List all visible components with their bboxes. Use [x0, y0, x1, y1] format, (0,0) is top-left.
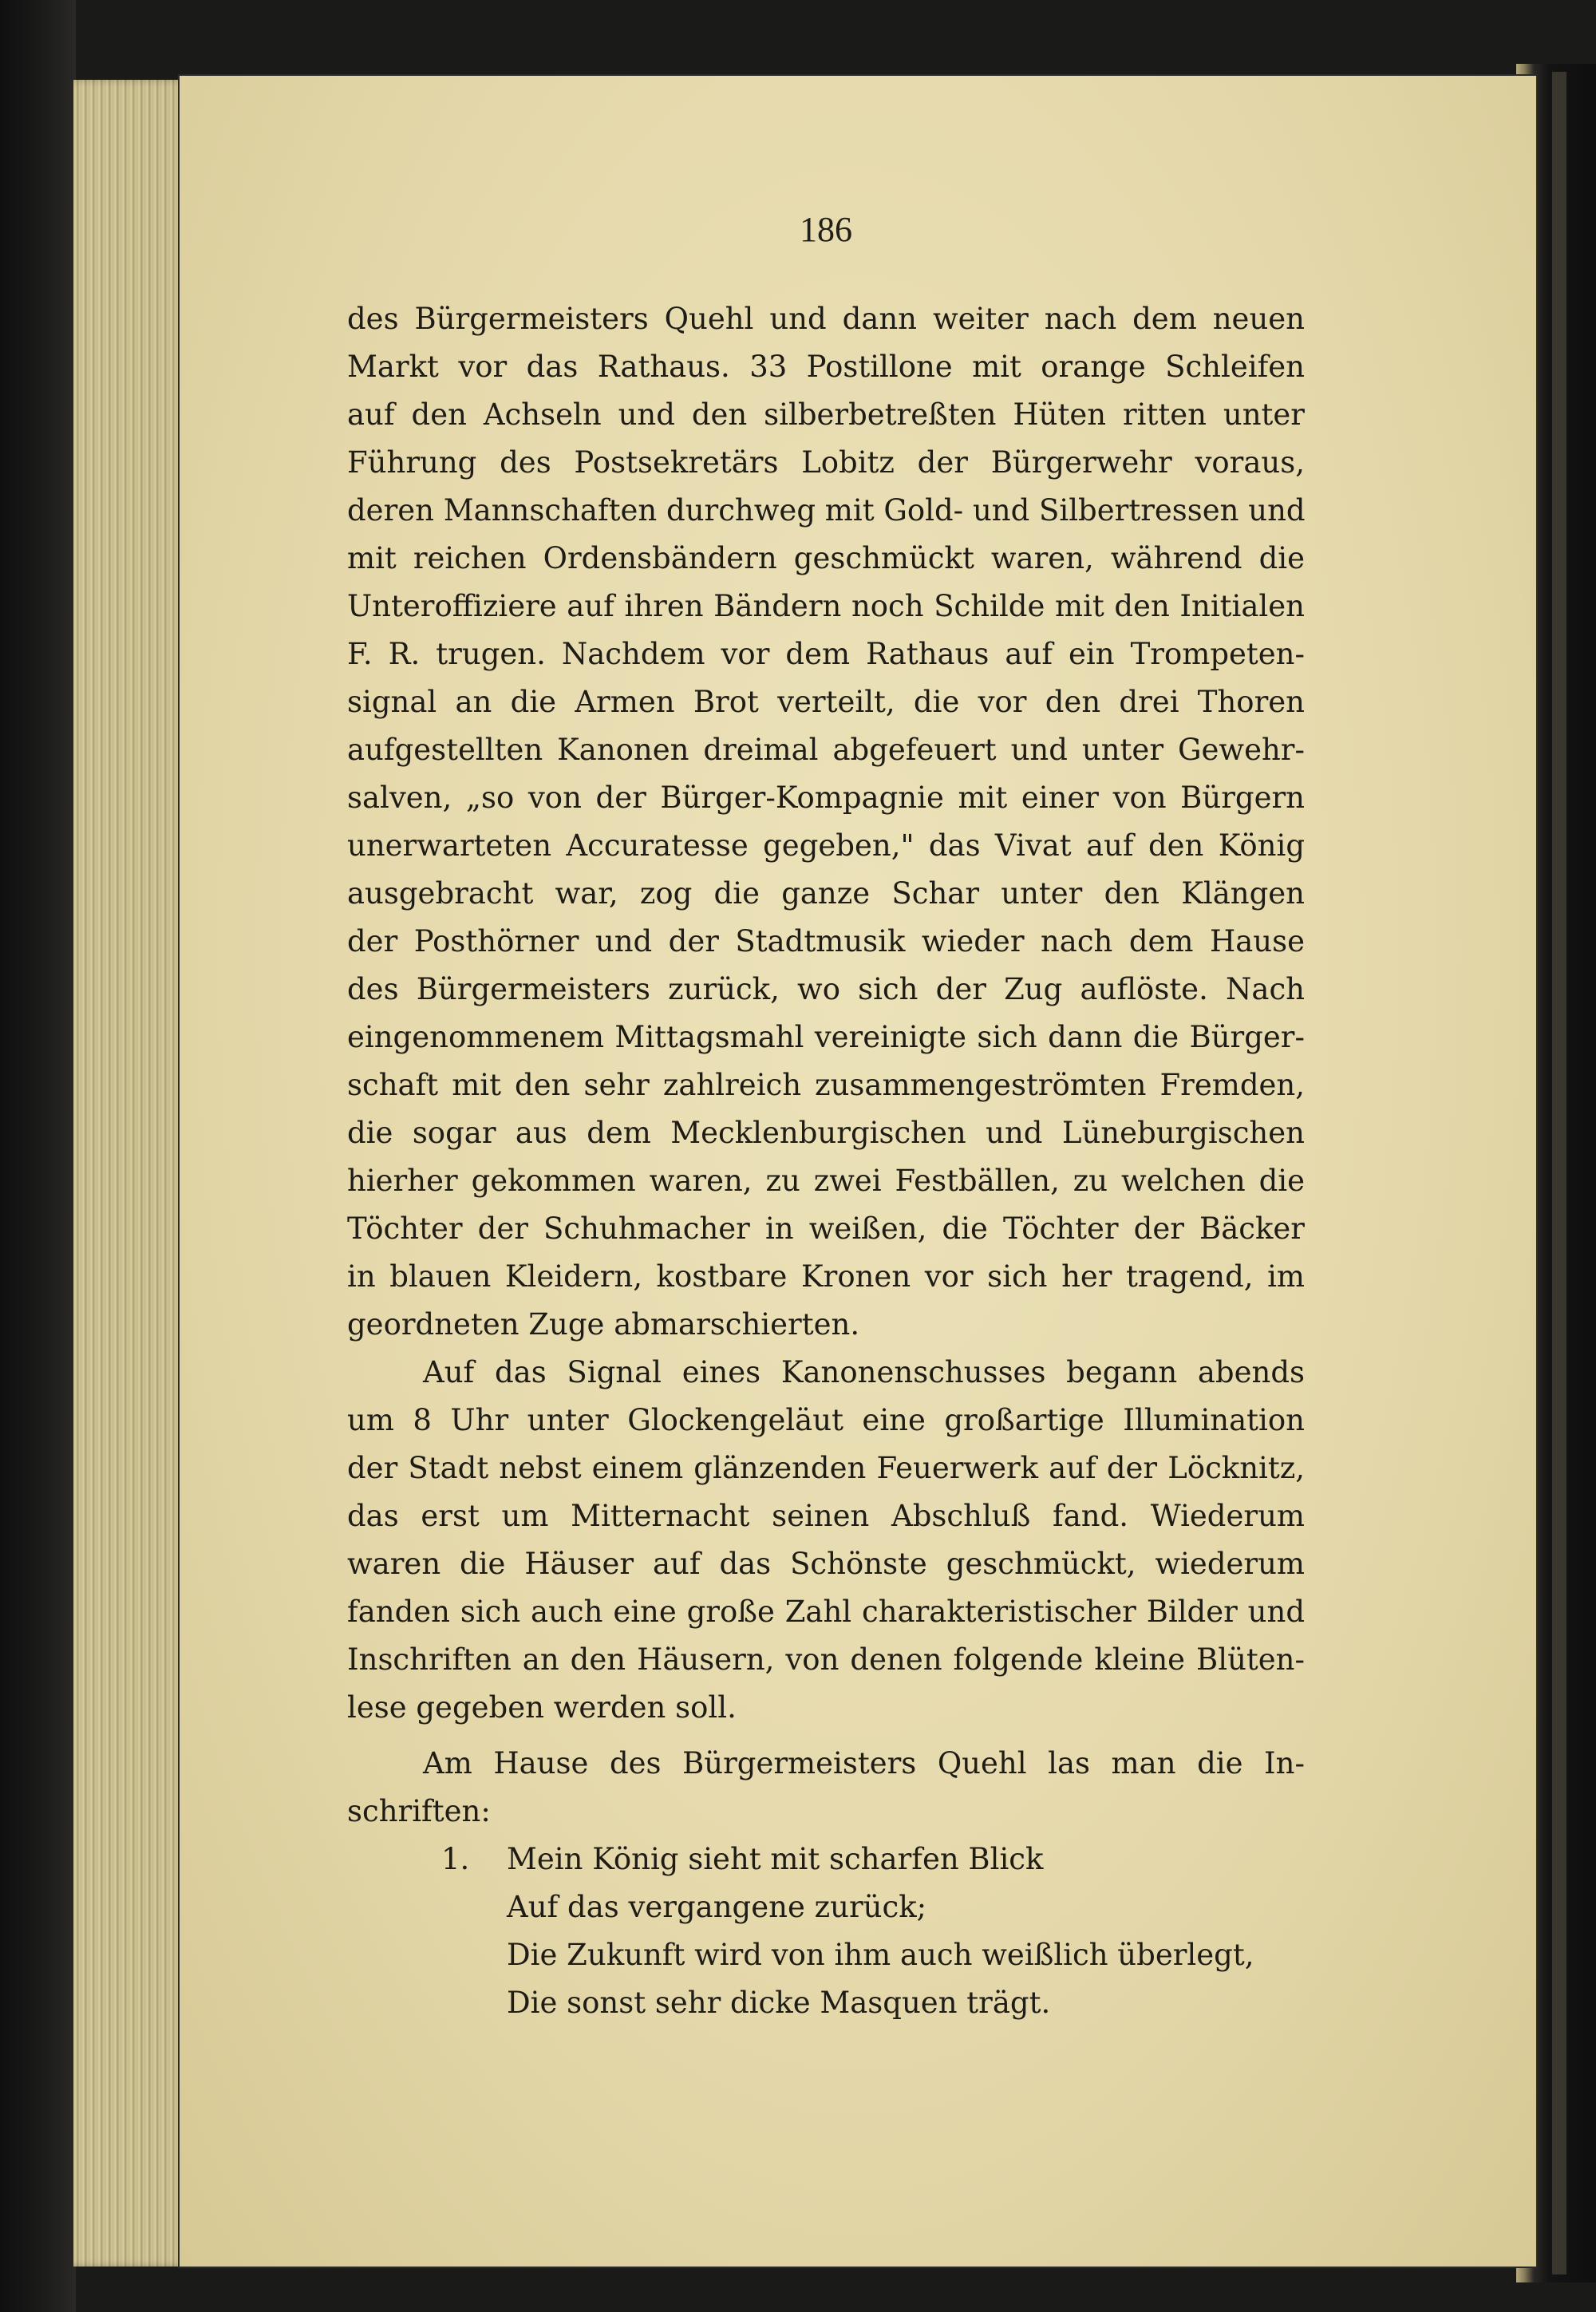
text-line: auf den Achseln und den silberbetreßten Hüten ritten unter	[347, 397, 1305, 432]
verse-line: Auf das vergangene zurück;	[507, 1890, 927, 1924]
text-line: schriften:	[347, 1794, 491, 1828]
text-line: signal an die Armen Brot verteilt, die vor den drei Thoren	[347, 685, 1305, 719]
text-line: hierher gekommen waren, zu zwei Festbällen, zu welchen die	[347, 1164, 1305, 1198]
right-page-edge	[1552, 72, 1566, 2274]
page-number: 186	[800, 210, 852, 249]
text-line: fanden sich auch eine große Zahl charakteristischer Bilder und	[347, 1595, 1305, 1629]
text-line: Markt vor das Rathaus. 33 Postillone mit orange Schleifen	[347, 350, 1305, 384]
text-line: unerwarteten Accuratesse gegeben," das Vivat auf den König	[347, 828, 1305, 863]
text-line: ausgebracht war, zog die ganze Schar unter den Klängen	[347, 876, 1305, 911]
text-line: Inschriften an den Häusern, von denen folgende kleine Blüten-	[347, 1642, 1305, 1677]
text-line: waren die Häuser auf das Schönste geschmückt, wiederum	[347, 1547, 1305, 1581]
text-line: Am Hause des Bürgermeisters Quehl las man die In-	[423, 1746, 1305, 1780]
page-edges	[73, 80, 193, 2267]
text-line: F. R. trugen. Nachdem vor dem Rathaus auf ein Trompeten-	[347, 637, 1305, 671]
text-line: des Bürgermeisters Quehl und dann weiter nach dem neuen	[347, 302, 1305, 336]
text-line: der Posthörner und der Stadtmusik wieder nach dem Hause	[347, 924, 1305, 958]
text-line: mit reichen Ordensbändern geschmückt waren, während die	[347, 541, 1305, 575]
verse-number: 1.	[441, 1842, 470, 1876]
text-line: die sogar aus dem Mecklenburgischen und Lüneburgischen	[347, 1116, 1305, 1150]
text-line: lese gegeben werden soll.	[347, 1690, 737, 1725]
text-line: um 8 Uhr unter Glockengeläut eine großartige Illumination	[347, 1403, 1305, 1437]
text-line: aufgestellten Kanonen dreimal abgefeuert und unter Gewehr-	[347, 733, 1305, 767]
book-binding	[0, 0, 76, 2312]
verse-line: Die sonst sehr dicke Masquen trägt.	[507, 1986, 1051, 2020]
text-line: in blauen Kleidern, kostbare Kronen vor sich her tragend, im	[347, 1259, 1305, 1294]
text-line: das erst um Mitternacht seinen Abschluß fand. Wiederum	[347, 1499, 1305, 1533]
text-line: salven, „so von der Bürger-Kompagnie mit einer von Bürgern	[347, 781, 1305, 815]
text-line: deren Mannschaften durchweg mit Gold- und Silbertressen und	[347, 493, 1306, 528]
text-line: Unteroffiziere auf ihren Bändern noch Schilde mit den Initialen	[347, 589, 1305, 623]
text-line: Auf das Signal eines Kanonenschusses begann abends	[423, 1355, 1305, 1389]
verse-line: Die Zukunft wird von ihm auch weißlich überlegt,	[507, 1938, 1254, 1972]
verse-line: Mein König sieht mit scharfen Blick	[507, 1842, 1044, 1876]
text-line: eingenommenem Mittagsmahl vereinigte sich dann die Bürger-	[347, 1020, 1305, 1054]
text-line: schaft mit den sehr zahlreich zusammengeströmten Fremden,	[347, 1068, 1305, 1102]
text-line: geordneten Zuge abmarschierten.	[347, 1307, 860, 1342]
text-line: Führung des Postsekretärs Lobitz der Bürgerwehr voraus,	[347, 445, 1305, 480]
text-line: Töchter der Schuhmacher in weißen, die Töchter der Bäcker	[347, 1211, 1305, 1246]
text-line: des Bürgermeisters zurück, wo sich der Zug auflöste. Nach	[347, 972, 1305, 1006]
text-line: der Stadt nebst einem glänzenden Feuerwerk auf der Löcknitz,	[347, 1451, 1305, 1485]
